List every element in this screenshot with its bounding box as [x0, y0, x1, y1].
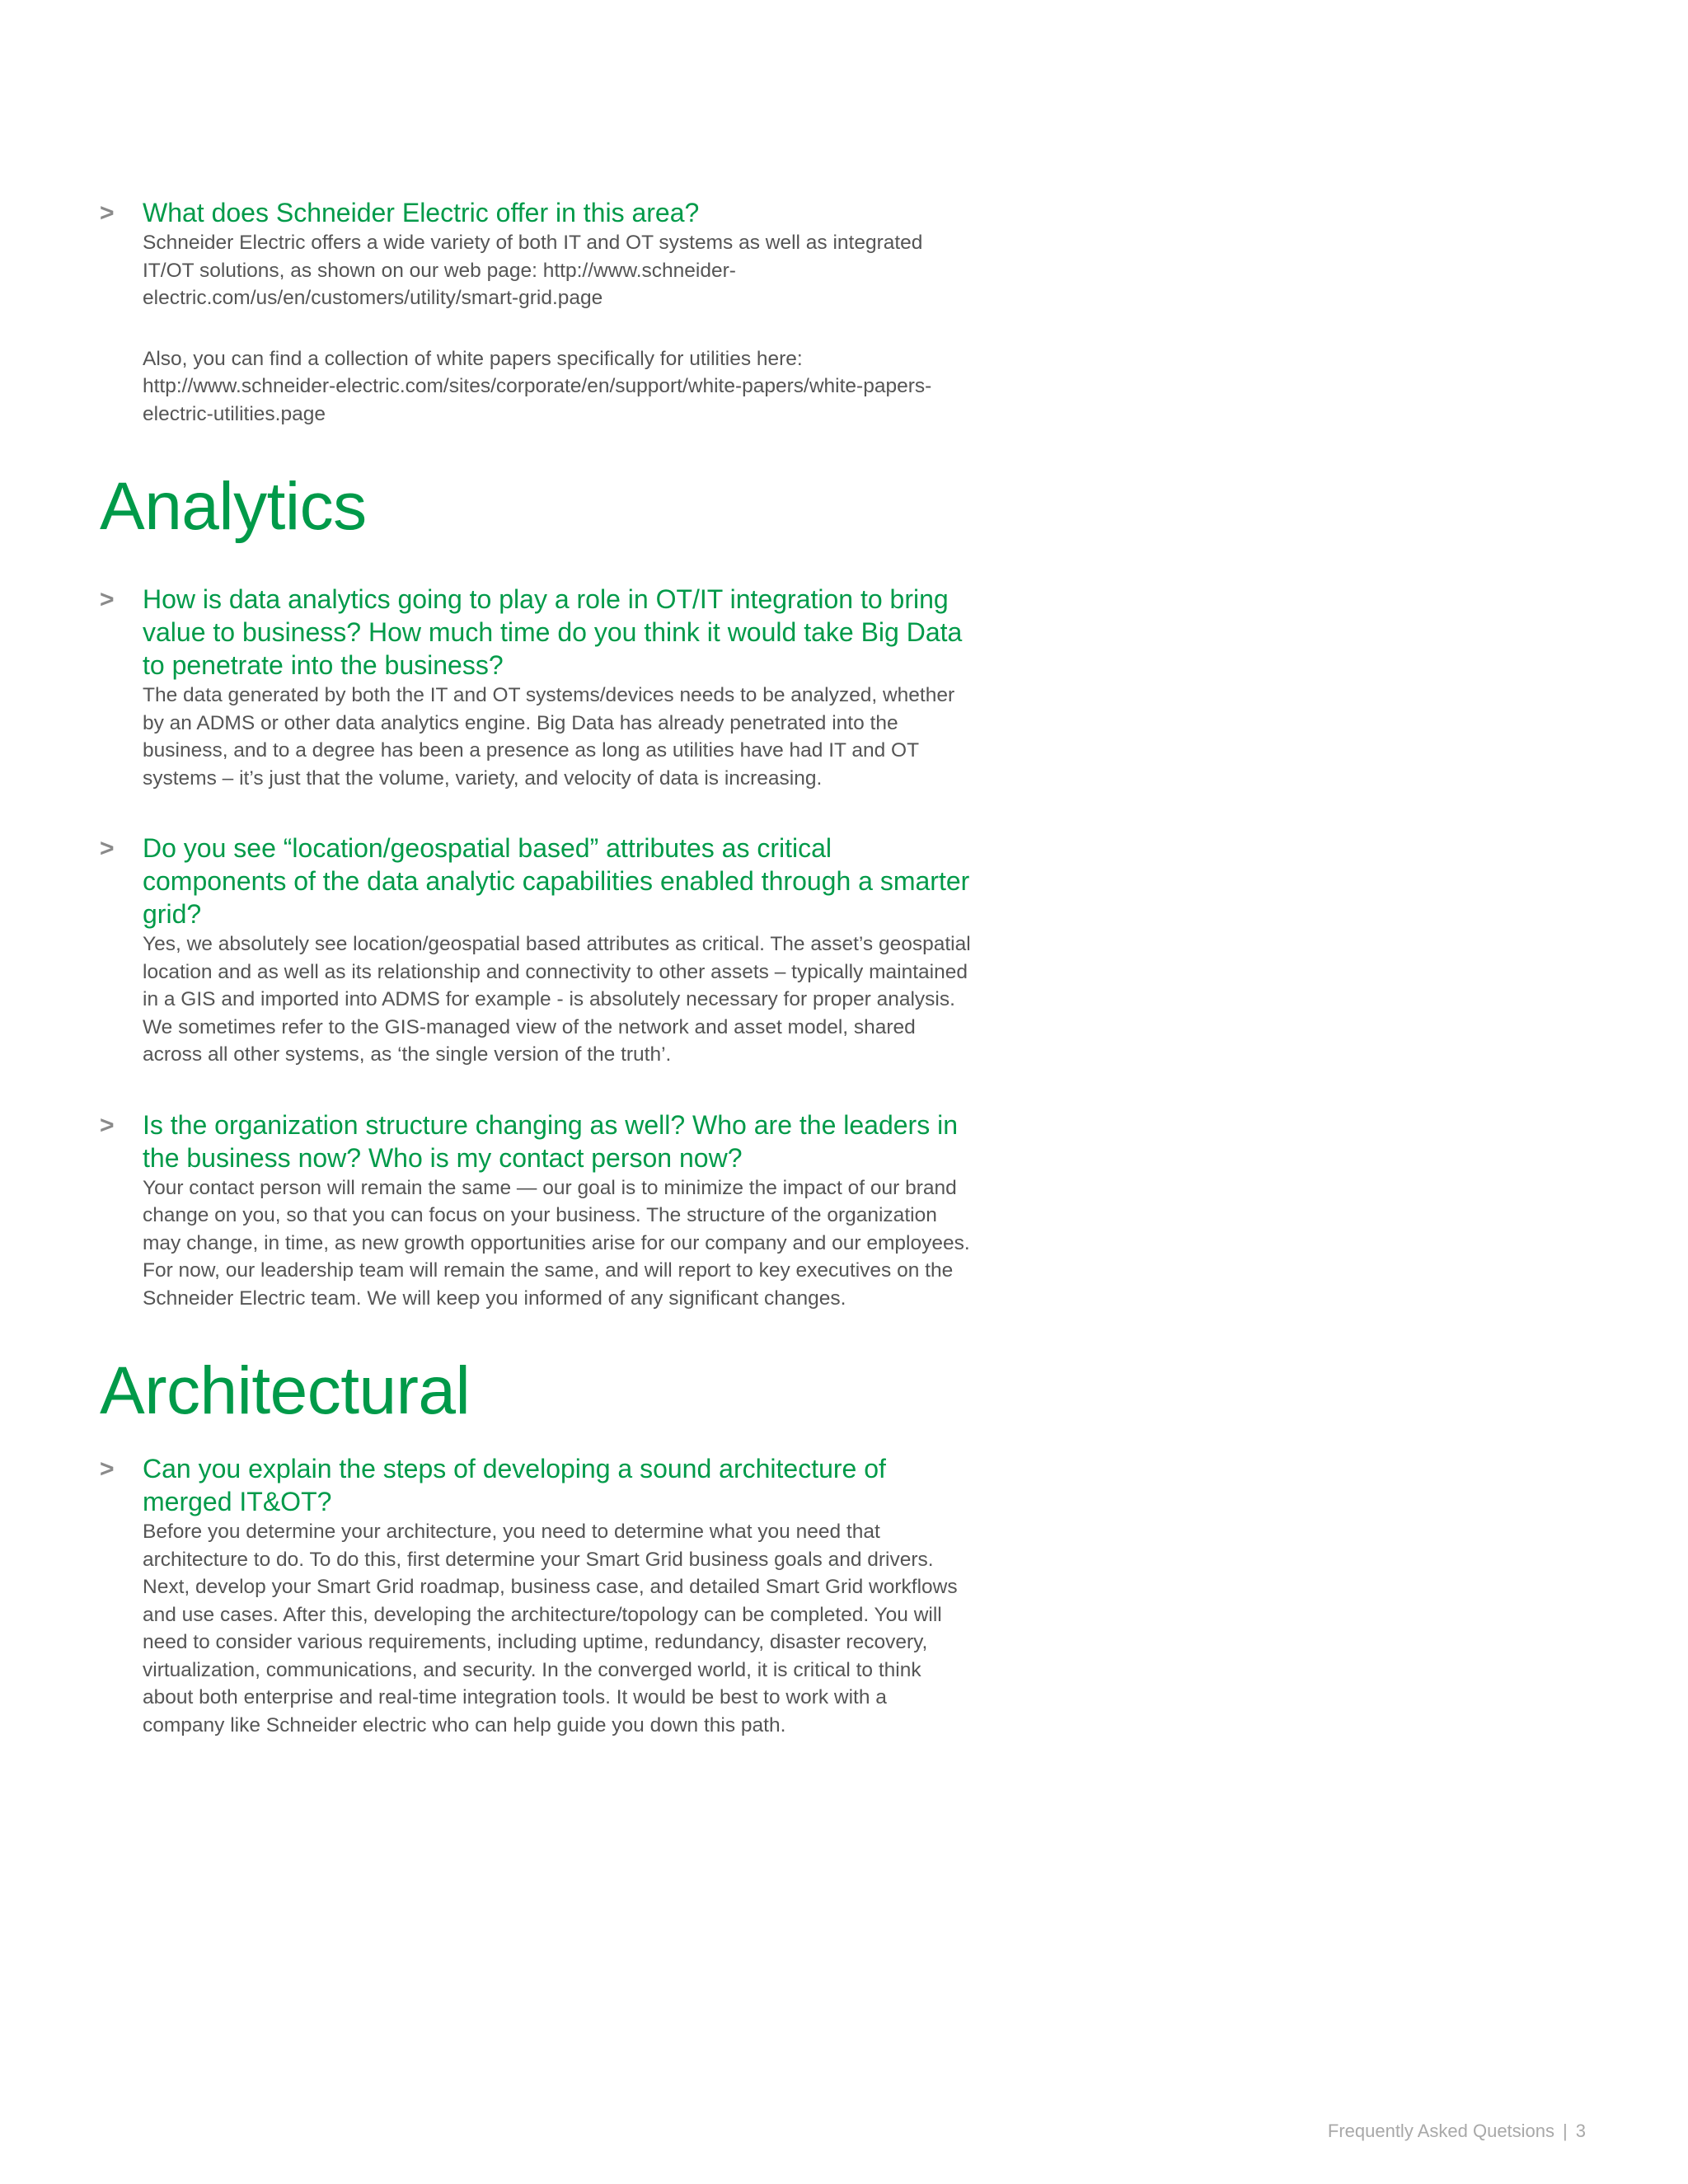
chevron-right-icon: >	[100, 199, 115, 227]
faq-answer-secondary: Also, you can find a collection of white papers specifically for utilities here: http://www.schneider-electric.com/sites/corporate/en/support/white-papers/white-papers-electric-utilities.page	[143, 347, 932, 425]
faq-question: Can you explain the steps of developing a sound architecture of merged IT&OT?	[143, 1454, 886, 1516]
page-number: 3	[1575, 2121, 1586, 2141]
section-title-analytics: Analytics	[100, 469, 367, 544]
faq-question: Do you see “location/geospatial based” attributes as critical components of the data analytic capabilities enabled through a smarter grid?	[143, 833, 970, 929]
faq-item-architecture	[100, 1452, 973, 1739]
faq-item-offer	[100, 196, 973, 428]
faq-answer: Yes, we absolutely see location/geospatial based attributes as critical. The asset’s geospatial location and as well as its relationship and connectivity to other assets – typically maintained in a GIS and imported into ADMS for example - is absolutely necessary for proper analysis. We sometimes refer to the GIS-managed view of the network and asset model, shared across all other systems, as ‘the single version of the truth’.	[143, 933, 971, 1066]
faq-answer: Schneider Electric offers a wide variety of both IT and OT systems as well as integrated IT/OT solutions, as shown on our web page: http://www.schneider-electric.com/us/en/customers/utility/smart-grid.page	[143, 232, 923, 309]
faq-item-organization	[100, 1108, 973, 1313]
chevron-right-icon: >	[100, 835, 115, 862]
section-title-architectural: Architectural	[100, 1353, 471, 1428]
faq-content	[100, 196, 973, 1779]
page-footer	[1328, 2120, 1586, 2143]
chevron-right-icon: >	[100, 1455, 115, 1483]
footer-separator: |	[1563, 2121, 1568, 2141]
faq-question: Is the organization structure changing as well? Who are the leaders in the business now? Who is my contact person now?	[143, 1109, 958, 1173]
faq-answer: Before you determine your architecture, you need to determine what you need that architecture to do. To do this, first determine your Smart Grid business goals and drivers. Next, develop your Smart Grid roadmap, business case, and detailed Smart Grid workflows and use cases. After this, developing the architecture/topology can be completed. You will need to consider various requirements, including uptime, redundancy, disaster recovery, virtualization, communications, and security. In the converged world, it is critical to think about both enterprise and real-time integration tools. It would be best to work with a company like Schneider electric who can help guide you down this path.	[143, 1521, 958, 1736]
faq-answer: Your contact person will remain the same — our goal is to minimize the impact of our brand change on you, so that you can focus on your business. The structure of the organization may change, in time, as new growth opportunities arise for our company and our employees. For now, our leadership team will remain the same, and will report to key executives on the Schneider Electric team. We will keep you informed of any significant changes.	[143, 1176, 970, 1310]
chevron-right-icon: >	[100, 1111, 115, 1139]
faq-answer: The data generated by both the IT and OT systems/devices needs to be analyzed, whether by an ADMS or other data analytics engine. Big Data has already penetrated into the business, and to a degree has been a presence as long as utilities have had IT and OT systems – it’s just that the volume, variety, and velocity of data is increasing.	[143, 684, 955, 790]
footer-label: Frequently Asked Quetsions	[1327, 2121, 1555, 2141]
chevron-right-icon: >	[100, 586, 115, 613]
faq-question: What does Schneider Electric offer in this area?	[143, 198, 700, 227]
faq-item-data-analytics	[100, 583, 973, 792]
faq-question: How is data analytics going to play a role in OT/IT integration to bring value to business? How much time do you think it would take Big Data to penetrate into the business?	[143, 584, 963, 680]
faq-item-geospatial	[100, 832, 973, 1069]
